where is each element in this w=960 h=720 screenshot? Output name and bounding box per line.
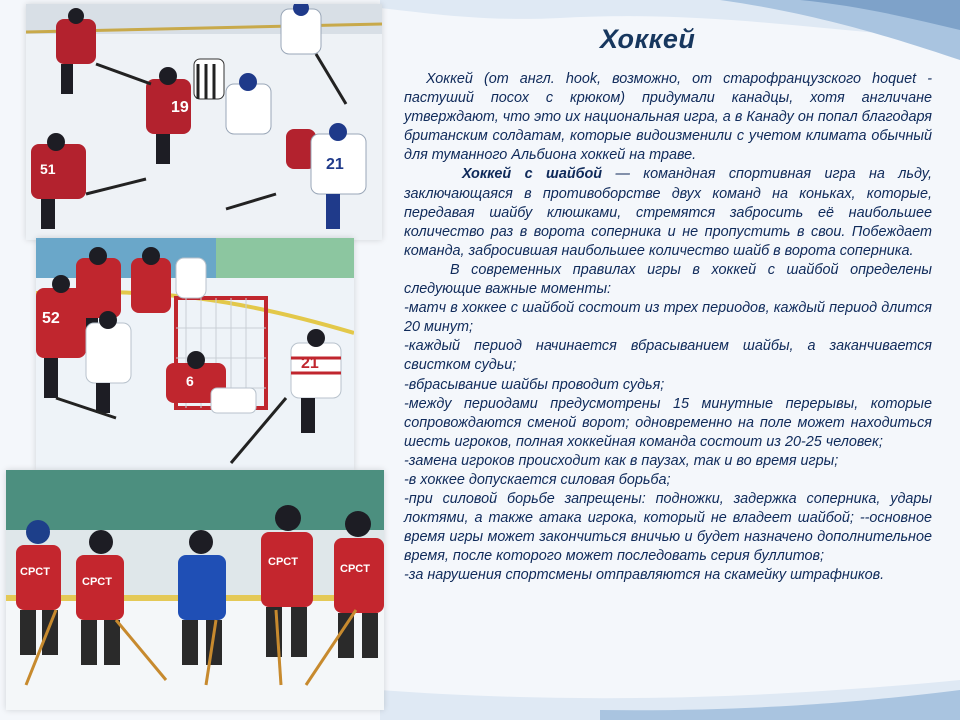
rule-item: -вбрасывание шайбы проводит судья; xyxy=(404,376,665,393)
jersey-text: CPCT xyxy=(268,556,298,568)
rule-item: -за нарушения спортсмены отправляются на скамейку штрафников. xyxy=(404,567,885,584)
definition-paragraph xyxy=(404,165,932,260)
jersey-text: CPCT xyxy=(82,576,112,588)
jersey-number: 51 xyxy=(40,161,56,177)
definition-term: Хоккей с шайбой xyxy=(462,166,603,183)
jersey-number: 19 xyxy=(171,99,189,116)
rule-item: -замена игроков происходит как в паузах, так и во время игры; xyxy=(404,452,839,469)
jersey-number: 6 xyxy=(186,373,194,389)
rule-item: -каждый период начинается вбрасыванием шайбы, а заканчивается свистком судьи; xyxy=(404,338,932,374)
jersey-number: 21 xyxy=(301,355,319,372)
rule-item: -при силовой борьбе запрещены: подножки, задержка соперника, удары локтями, а также атака игрока, который не владеет шайбой; --основное время игры может закончиться вничью и будет назначено дополнительное время, после которого может последовать серия буллитов; xyxy=(404,491,932,565)
jersey-number: 21 xyxy=(326,156,344,173)
rule-item: -матч в хоккее с шайбой состоит из трех периодов, каждый период длится 20 минут; xyxy=(404,300,932,336)
hockey-game-photo xyxy=(26,4,382,240)
goal-crease-photo xyxy=(36,238,354,470)
intro-paragraph: Хоккей (от англ. hook, возможно, от старофранцузского hoquet - пастуший посох с крюком) придумали канадцы, хотя англичане утверждают, что это их национальная игра, а в Канаду он попал благодаря британским солдатам, которые видоизменили с учетом климата обычный для туманного Альбиона хоккей на траве. xyxy=(404,71,932,164)
rules-intro-paragraph: В современных правилах игры в хоккей с шайбой определены следующие важные моменты: xyxy=(404,261,932,298)
rule-item: -в хоккее допускается силовая борьба; xyxy=(404,471,671,488)
page-title: Хоккей xyxy=(600,24,696,54)
kids-team-photo xyxy=(6,470,384,710)
jersey-text: CPCT xyxy=(20,566,50,578)
article-body xyxy=(404,70,932,586)
jersey-text: CPCT xyxy=(340,563,370,575)
definition-text: — командная спортивная игра на льду, заключающаяся в противоборстве двух команд на коньках, которые, передавая шайбу клюшками, стремятся забросить её наибольшее количество раз в ворота соперника и не пропустить в свои. Побеждает команда, забросившая наибольшее количество шайб в ворота соперника. xyxy=(404,166,932,259)
rule-item: -между периодами предусмотрены 15 минутные перерывы, которые сопровождаются сменой ворот; одновременно на поле может находиться шесть игроков, полная хоккейная команда состоит из 20-25 человек; xyxy=(404,395,932,450)
jersey-number: 52 xyxy=(42,310,60,327)
